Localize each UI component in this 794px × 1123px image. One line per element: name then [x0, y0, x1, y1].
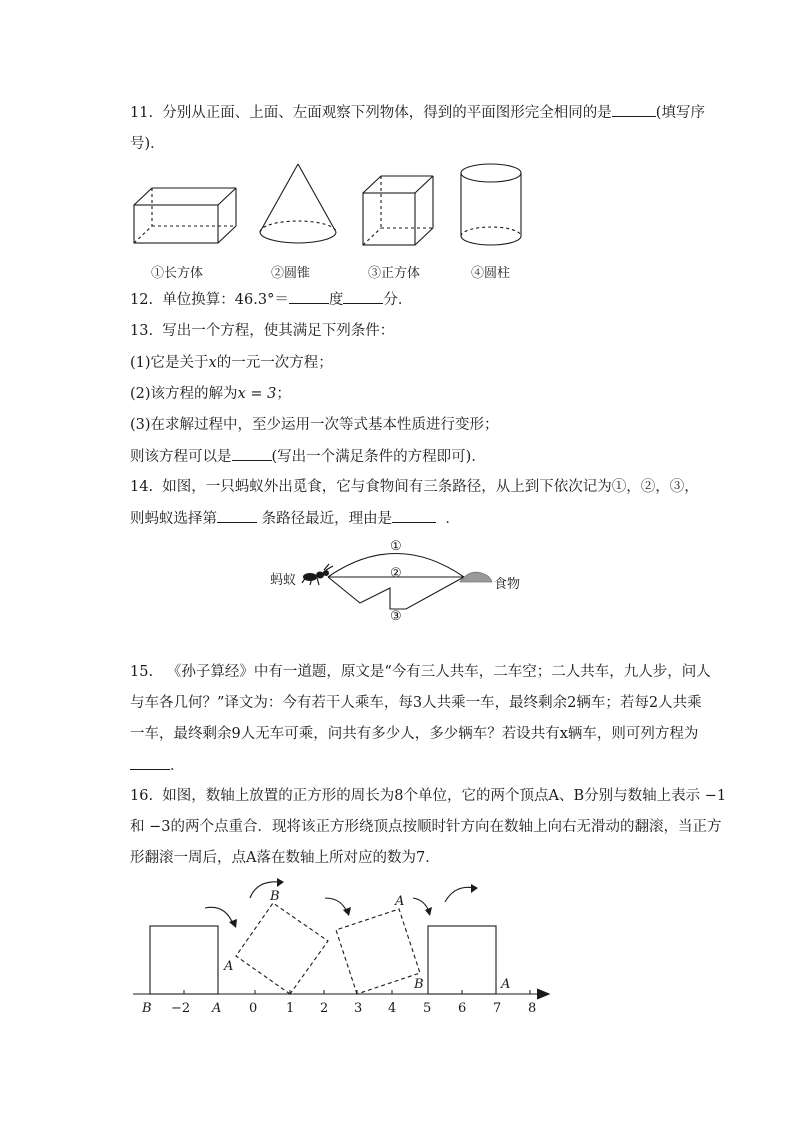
q13-cond3-text: (3)在求解过程中，至少运用一次等式基本性质进行变形； — [130, 417, 499, 433]
axis-ticks — [150, 990, 530, 994]
caption-cube: ③正方体 — [368, 266, 421, 281]
q11-answer-blank[interactable] — [612, 102, 656, 117]
q15-line1 — [130, 662, 711, 682]
q13-cond4-a: 则该方程可以是 — [130, 449, 232, 465]
q14-text-c: 条路径最近，理由是 — [261, 511, 393, 527]
tick-label-6: 6 — [458, 1001, 467, 1016]
q11-number: 11. — [130, 105, 154, 121]
q16-line2 — [130, 817, 721, 837]
q12-number: 12. — [130, 292, 154, 308]
q12-text-c: 分． — [383, 292, 413, 308]
q11-text-b: (填写序 — [655, 105, 705, 121]
q15-text-3: 一车，最终剩余9人无车可乘，问共有多少人，多少辆车？若设共有x辆车，则可列方程为 — [130, 726, 699, 742]
tick-label-1: 1 — [286, 1001, 295, 1016]
tick-label-2: 2 — [320, 1001, 329, 1016]
q14-reason-blank[interactable] — [392, 508, 436, 523]
q15-text-2: 与车各几何？”译文为：今有若干人乘车，每3人共乘一车，最终剩余2辆车；若每2人共乘 — [130, 695, 702, 711]
label-path-1: ① — [390, 539, 402, 554]
q13-number: 13. — [130, 323, 154, 339]
q13-cond1-var: x — [208, 355, 217, 371]
q14-text-d: ． — [445, 511, 460, 527]
q14-number: 14. — [130, 479, 154, 495]
tick-label-5: 5 — [423, 1001, 432, 1016]
vertex-label-A3: A — [501, 977, 511, 992]
square-rotated-1 — [236, 903, 328, 994]
tick-label-neg2: −2 — [171, 1001, 191, 1016]
q11-text: 分别从正面、上面、左面观察下列物体，得到的平面图形完全相同的是 — [162, 105, 612, 121]
path-3-broken — [328, 577, 464, 609]
q15-line3 — [130, 724, 698, 744]
q15-equation-blank[interactable] — [130, 755, 170, 770]
q13-cond4-b: (写出一个满足条件的方程即可)． — [271, 449, 486, 465]
q16-text-3: 形翻滚一周后，点A落在数轴上所对应的数为7． — [130, 850, 440, 866]
q13-cond3 — [130, 415, 499, 435]
q13-line1 — [130, 321, 394, 341]
ant-icon — [302, 564, 333, 585]
caption-cylinder: ④圆柱 — [471, 266, 511, 281]
cone-shape — [260, 164, 336, 243]
tick-label-0: 0 — [249, 1001, 258, 1016]
cube-shape — [363, 176, 433, 245]
q13-cond4 — [130, 446, 486, 467]
q14-path-blank[interactable] — [217, 508, 257, 523]
q13-cond2-eq: x = 3 — [237, 386, 277, 402]
roll-arrow-icon-1 — [205, 907, 233, 924]
tick-label-8: 8 — [528, 1001, 537, 1016]
label-ant: 蚂蚁 — [270, 573, 297, 588]
q14-text-a: 如图，一只蚂蚁外出觅食，它与食物间有三条路径，从上到下依次记为①，②，③， — [162, 479, 699, 495]
q12-text-b: 度 — [328, 292, 344, 308]
label-path-2: ② — [390, 566, 402, 581]
square-rotated-2 — [336, 909, 420, 994]
square-end — [428, 926, 496, 994]
q13-cond2 — [130, 384, 291, 404]
vertex-label-B2: B — [414, 977, 424, 992]
tick-label-4: 4 — [388, 1001, 397, 1016]
q16-line1 — [130, 786, 726, 806]
caption-cone: ②圆锥 — [271, 266, 311, 281]
q13-answer-blank[interactable] — [232, 446, 272, 461]
vertex-label-A1: A — [224, 959, 234, 974]
label-food: 食物 — [494, 577, 521, 592]
q11-line1 — [130, 102, 705, 123]
tick-label-B: B — [142, 1001, 152, 1016]
q16-line3 — [130, 848, 440, 868]
square-start — [150, 926, 218, 994]
q16-number-line-figure — [125, 872, 565, 1022]
q12-text-a: 单位换算：46.3°＝ — [162, 292, 289, 308]
q15-text-4: ． — [170, 758, 185, 774]
vertex-label-B1: B — [270, 889, 280, 904]
label-path-3: ③ — [390, 609, 402, 624]
roll-arrow-icon-5 — [445, 887, 475, 902]
cuboid-shape — [134, 188, 236, 243]
q13-cond1-b: 的一元一次方程； — [216, 355, 333, 371]
q15-number: 15. — [130, 664, 154, 680]
q12-minute-blank[interactable] — [343, 289, 383, 304]
caption-cuboid: ①长方体 — [151, 266, 204, 281]
q11-solids-figure — [125, 160, 525, 252]
q16-number: 16. — [130, 788, 154, 804]
q14-line2 — [130, 508, 460, 529]
q14-ant-paths-figure — [260, 532, 540, 624]
q15-line2 — [130, 693, 702, 713]
q13-text: 写出一个方程，使其满足下列条件： — [162, 323, 395, 339]
q12-degree-blank[interactable] — [289, 289, 329, 304]
q13-cond2-b: ； — [276, 386, 291, 402]
q13-cond2-a: (2)该方程的解为 — [130, 386, 238, 402]
q12-line — [130, 289, 412, 310]
q11-text-c: 号)． — [130, 136, 165, 152]
tick-label-A: A — [212, 1001, 222, 1016]
food-icon — [460, 572, 492, 582]
axis-arrow-icon — [537, 989, 549, 999]
tick-label-3: 3 — [354, 1001, 363, 1016]
q14-line1 — [130, 477, 699, 497]
q15-text-1: 《孙子算经》中有一道题，原文是“今有三人共车，二车空；二人共车，九人步，问人 — [166, 664, 711, 680]
vertex-label-A2: A — [395, 894, 405, 909]
cylinder-shape — [461, 164, 521, 245]
q16-text-2: 和 −3的两个点重合．现将该正方形绕顶点按顺时针方向在数轴上向右无滑动的翻滚，当正方 — [130, 819, 722, 835]
q16-text-1: 如图，数轴上放置的正方形的周长为8个单位，它的两个顶点A、B分别与数轴上表示 −1 — [162, 788, 727, 804]
q11-line2 — [130, 134, 165, 154]
q15-line4 — [130, 755, 185, 776]
tick-label-7: 7 — [493, 1001, 502, 1016]
q13-cond1-a: (1)它是关于 — [130, 355, 209, 371]
q14-text-b: 则蚂蚁选择第 — [130, 511, 217, 527]
q13-cond1 — [130, 353, 333, 373]
